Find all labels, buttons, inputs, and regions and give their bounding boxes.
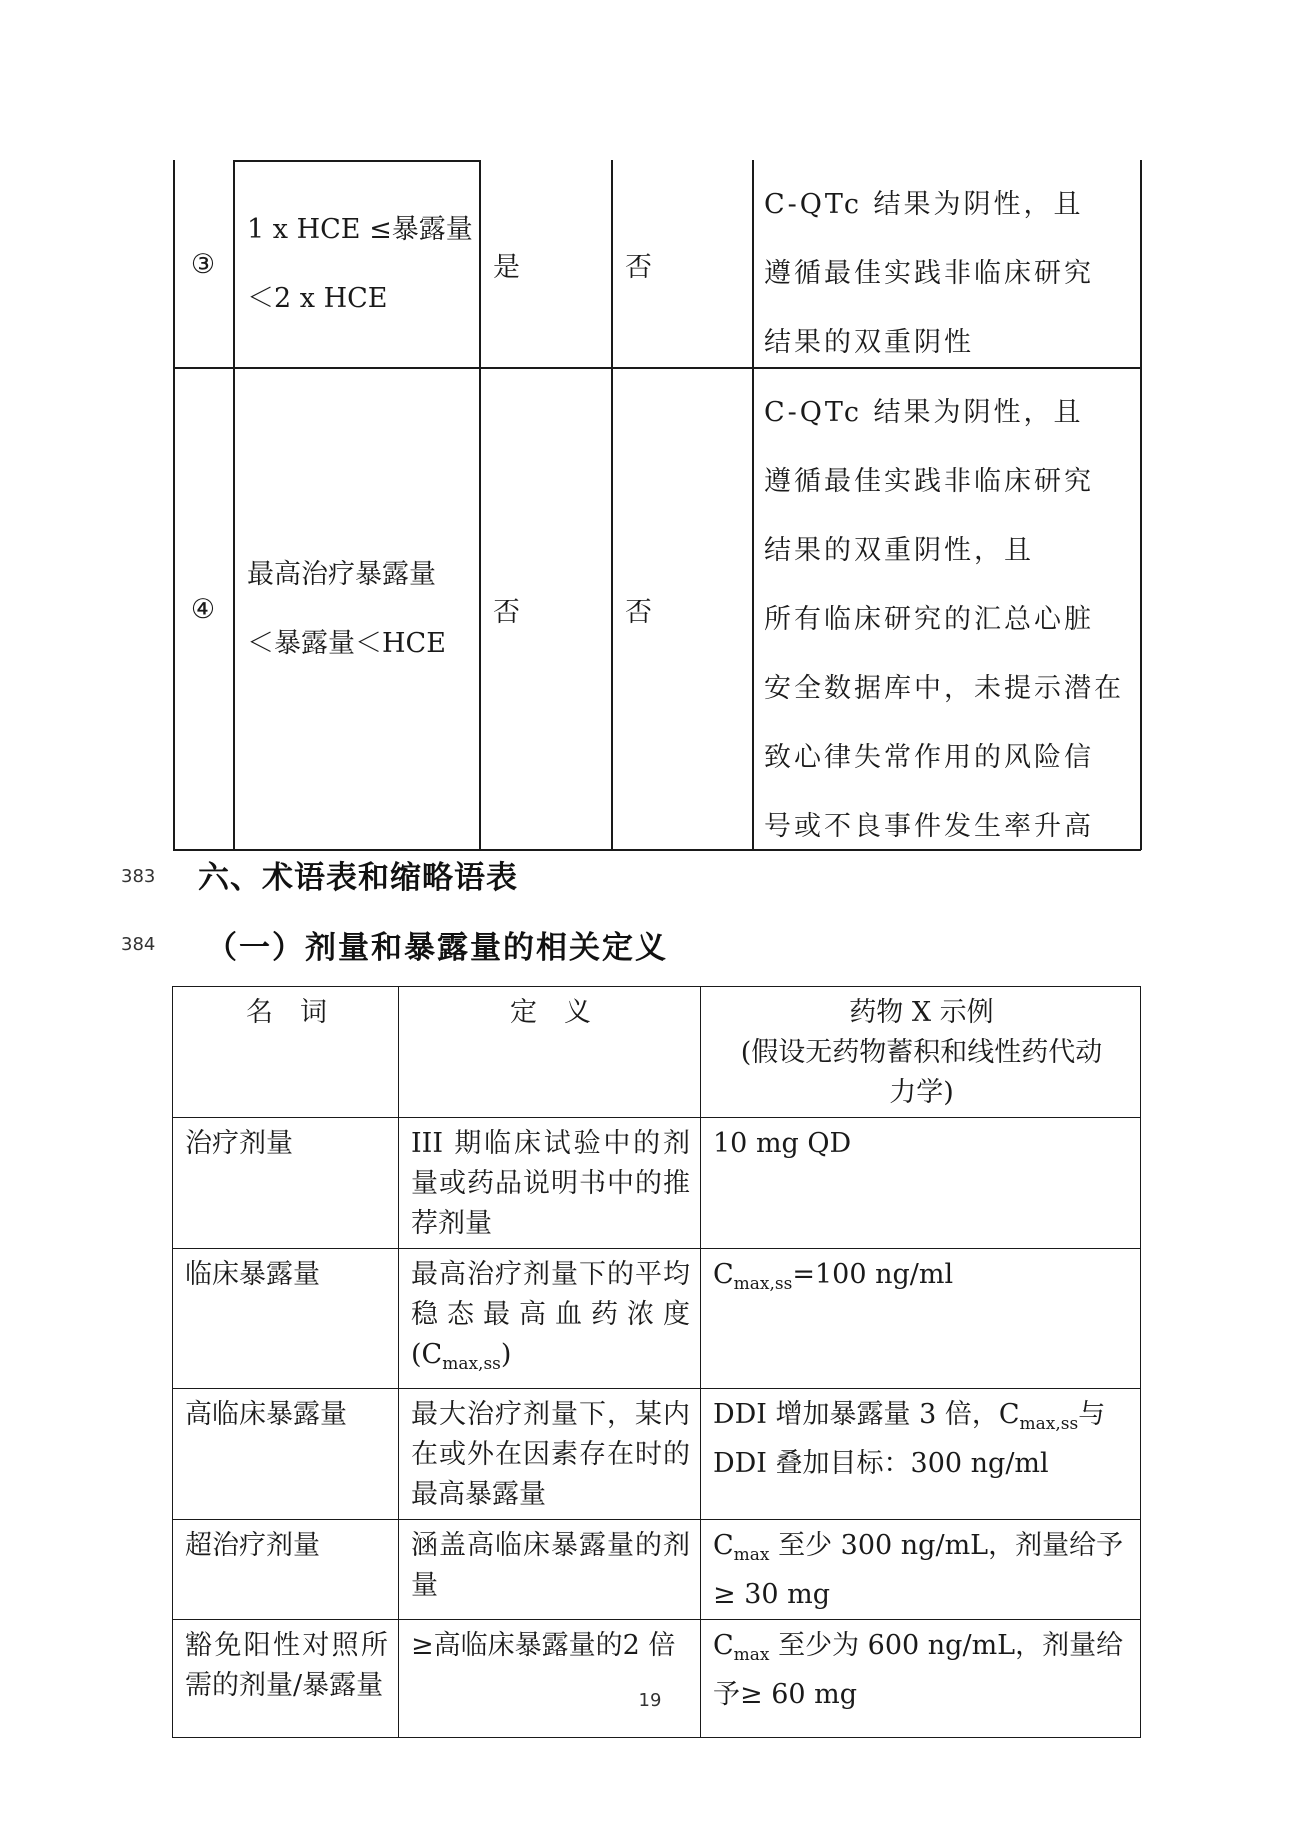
example-line — [713, 1526, 1130, 1575]
qtc-criteria-table-continued — [173, 160, 1141, 850]
term-cell: 豁免阳性对照所需的剂量/暴露量 — [173, 1620, 399, 1738]
table-border — [233, 160, 479, 162]
header-example-line: 力学) — [889, 1077, 954, 1108]
table-border — [173, 849, 1141, 851]
example-text: 至少 300 ng/mL，剂量给予 — [769, 1530, 1124, 1561]
term-cell: 高临床暴露量 — [173, 1389, 399, 1520]
result-line: 安全数据库中，未提示潜在 — [764, 673, 1124, 704]
definition-cell — [399, 1249, 701, 1389]
table-row — [173, 368, 1141, 850]
result-line: 遵循最佳实践非临床研究 — [764, 258, 1094, 289]
subscript: max,ss — [442, 1354, 501, 1374]
exposure-line: ＜暴露量＜HCE — [247, 628, 446, 659]
cell-yes-no: 否 — [493, 596, 520, 628]
example-cell — [701, 1249, 1141, 1389]
example-text: C — [713, 1259, 734, 1290]
term-cell: 临床暴露量 — [173, 1249, 399, 1389]
table-border — [611, 160, 613, 850]
cell-yes-no: 否 — [625, 251, 652, 283]
header-example — [701, 987, 1141, 1118]
table-row — [173, 1620, 1141, 1738]
subscript: max — [733, 1645, 770, 1665]
table-border — [1140, 160, 1142, 850]
table-border — [479, 160, 481, 850]
table-border — [233, 160, 235, 850]
cell-yes-no: 否 — [625, 596, 652, 628]
exposure-line: 最高治疗暴露量 — [247, 559, 436, 590]
result-criteria — [752, 368, 1141, 850]
table-row — [173, 1118, 1141, 1249]
result-line: 所有临床研究的汇总心脏 — [764, 604, 1094, 635]
result-line: 致心律失常作用的风险信 — [764, 742, 1094, 773]
result-line: 号或不良事件发生率升高 — [764, 811, 1094, 842]
result-line: C-QTc 结果为阴性，且 — [764, 397, 1084, 428]
header-example-line: (假设无药物蓄积和线性药代动 — [740, 1037, 1103, 1068]
subscript: max,ss — [1019, 1414, 1079, 1434]
cell-yes-no: 是 — [493, 251, 520, 283]
example-cell — [701, 1520, 1141, 1620]
term-cell: 治疗剂量 — [173, 1118, 399, 1249]
exposure-range — [233, 368, 479, 850]
example-cell — [701, 1620, 1141, 1738]
exposure-range — [233, 160, 479, 368]
section-title: 六、术语表和缩略语表 — [198, 860, 518, 896]
definition-text: 最高治疗剂量下的平均稳态最高血药浓度(C — [411, 1259, 690, 1370]
example-line: DDI 叠加目标：300 ng/ml — [713, 1448, 1049, 1479]
example-line: 予≥ 60 mg — [713, 1679, 858, 1710]
example-text: 至少为 600 ng/mL，剂量给 — [769, 1630, 1124, 1661]
definition-text: ) — [500, 1339, 512, 1370]
table-border — [752, 160, 754, 850]
table-border — [173, 160, 175, 850]
example-cell — [701, 1389, 1141, 1520]
result-line: 结果的双重阴性 — [764, 327, 974, 358]
example-line — [713, 1626, 1130, 1675]
dose-exposure-definitions-table — [172, 986, 1141, 1738]
table-row — [173, 160, 1141, 368]
header-term: 名 词 — [173, 987, 399, 1118]
example-cell: 10 mg QD — [701, 1118, 1141, 1249]
example-text: =100 ng/ml — [792, 1259, 954, 1290]
header-definition: 定 义 — [399, 987, 701, 1118]
table-row — [173, 1389, 1141, 1520]
example-line: ≥ 30 mg — [713, 1579, 831, 1610]
example-text: C — [713, 1530, 734, 1561]
section-subtitle: （一）剂量和暴露量的相关定义 — [206, 930, 668, 966]
table-border — [173, 367, 1141, 369]
page-number: 19 — [638, 1690, 662, 1711]
result-line: C-QTc 结果为阴性，且 — [764, 189, 1084, 220]
example-text: C — [713, 1630, 734, 1661]
subscript: max — [733, 1545, 770, 1565]
exposure-line: ＜2 x HCE — [247, 283, 388, 314]
row-index: ③ — [190, 248, 216, 280]
line-number: 384 — [121, 934, 156, 955]
definition-cell: 涵盖高临床暴露量的剂量 — [399, 1520, 701, 1620]
row-index: ④ — [190, 593, 216, 625]
definition-cell: III 期临床试验中的剂量或药品说明书中的推荐剂量 — [399, 1118, 701, 1249]
definition-cell: ≥高临床暴露量的2 倍 — [399, 1620, 701, 1738]
example-line — [713, 1395, 1130, 1444]
table-row — [173, 1249, 1141, 1389]
table-row — [173, 1520, 1141, 1620]
exposure-line: 1 x HCE ≤暴露量 — [247, 214, 473, 245]
result-line: 遵循最佳实践非临床研究 — [764, 466, 1094, 497]
line-number: 383 — [121, 866, 156, 887]
table-header-row — [173, 987, 1141, 1118]
subscript: max,ss — [733, 1274, 793, 1294]
result-line: 结果的双重阴性，且 — [764, 535, 1034, 566]
term-cell: 超治疗剂量 — [173, 1520, 399, 1620]
example-text: DDI 增加暴露量 3 倍，C — [713, 1399, 1020, 1430]
result-criteria — [752, 160, 1141, 368]
header-example-line: 药物 X 示例 — [849, 997, 994, 1028]
example-text: 与 — [1078, 1399, 1106, 1430]
definition-cell: 最大治疗剂量下，某内在或外在因素存在时的最高暴露量 — [399, 1389, 701, 1520]
